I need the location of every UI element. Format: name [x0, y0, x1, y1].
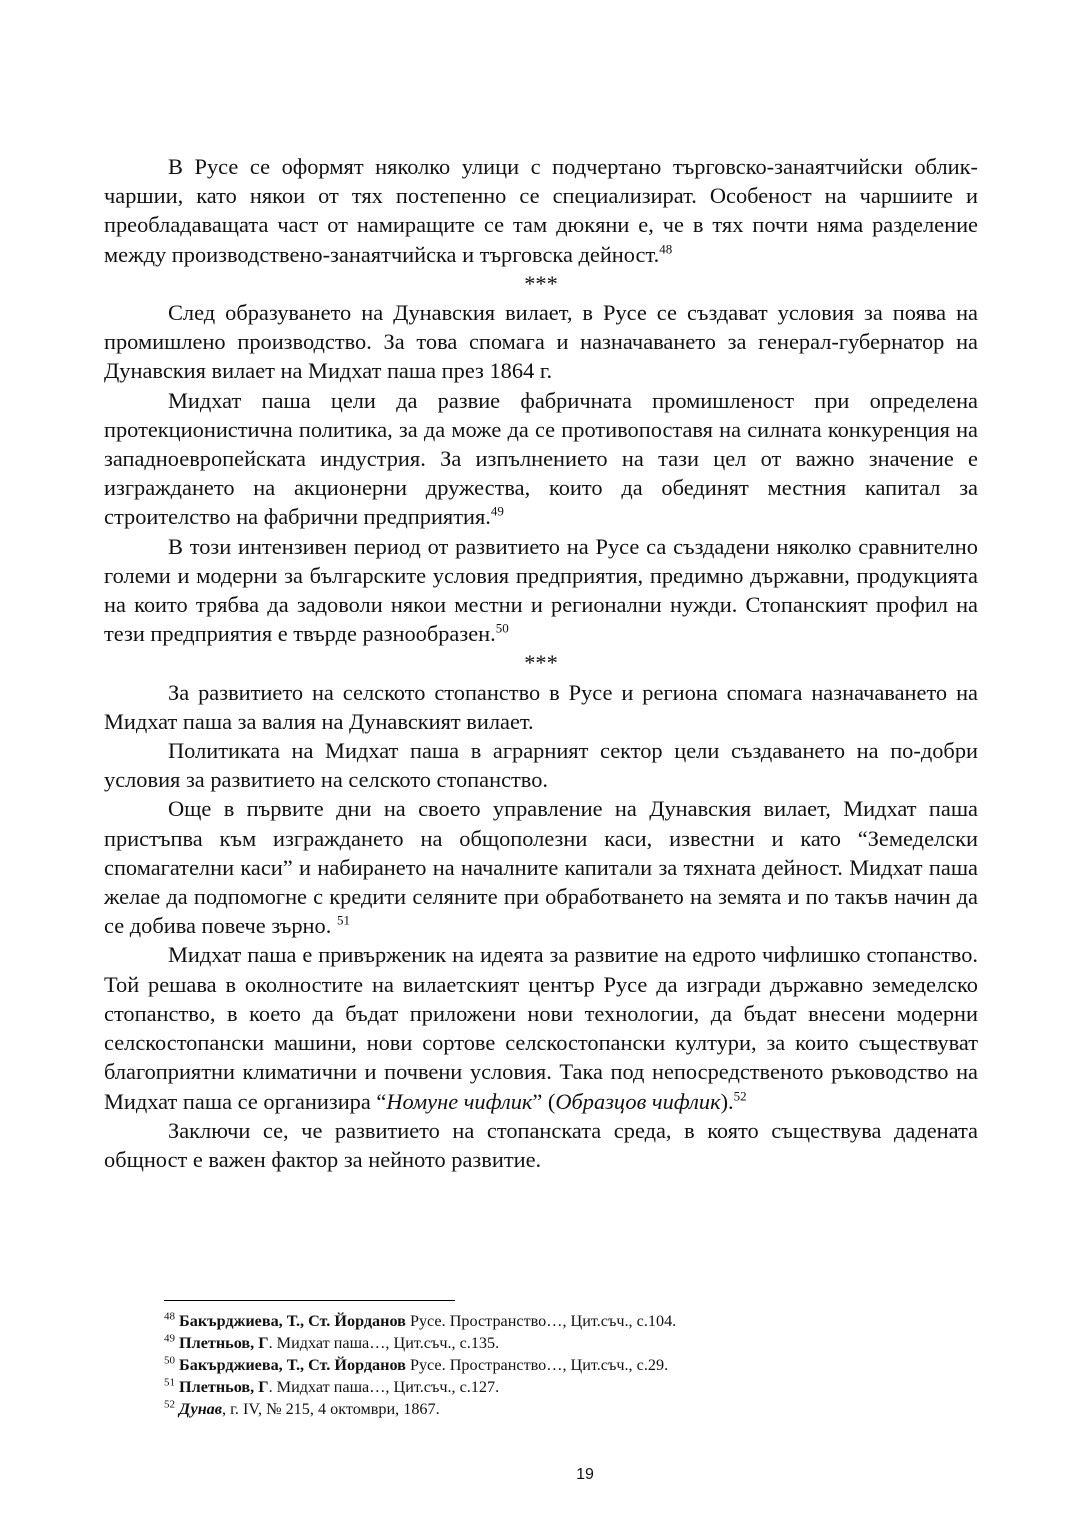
footnote-ref-49: 49	[490, 503, 504, 519]
footnote-50: $^{50}$ Бакърджиева, Т., Ст. Йорданов Русе. Пространство…, Цит.съч., с.29.	[164, 1354, 669, 1374]
paragraph-5: За развитието на селското стопанство в Русе и региона спомага назначаването на Мидхат паша за валия на Дунавският вилает.	[104, 679, 978, 734]
footnote-separator	[164, 1300, 455, 1301]
footnote-49: $^{49}$ Плетньов, Г. Мидхат паша…, Цит.съч., с.135.	[164, 1332, 500, 1352]
paragraph-6: Политиката на Мидхат паша в аграрният сектор цели създаването на по-добри условия за развитието на селското стопанство.	[104, 738, 978, 793]
footnote-52: $^{52}$ Дунав, г. IV, № 215, 4 октомври, 1867.	[164, 1398, 440, 1418]
footnote-ref-48: 48	[659, 241, 673, 257]
footnotes	[164, 1310, 964, 1420]
footnote-ref-51: 51	[336, 912, 350, 928]
section-divider: ***	[524, 270, 558, 296]
paragraph-8: Мидхат паша е привърженик на идеята за развитие на едрото чифлишко стопанство. Той решава в околностите на вилаетският център Русе да изгради държавно земеделско стопанство, в което да бъдат приложени нови технологии, да бъдат внесени модерни селскостопански машини, нови сортове селскостопански култури, за които съществуват благоприятни климатични и почвени условия. Така под непосредственото ръководство на Мидхат паша се организира “Номуне чифлик” (Образцов чифлик).$^{52}$	[104, 942, 978, 1114]
page-number: 19	[576, 1466, 594, 1483]
paragraph-1: В Русе се оформят няколко улици с подчертано търговско-занаятчийски облик-чаршии, като някои от тях постепенно се специализират. Особеност на чаршиите и преобладаващата част от намиращите се там дюкяни е, че в тях почти няма разделение между производствено-занаятчийска и търговска дейност.$^{48}$	[104, 154, 978, 267]
footnote-48: $^{48}$ Бакърджиева, Т., Ст. Йорданов Русе. Пространство…, Цит.съч., с.104.	[164, 1310, 677, 1330]
footnote-51: $^{51}$ Плетньов, Г. Мидхат паша…, Цит.съч., с.127.	[164, 1376, 500, 1396]
section-divider: ***	[524, 650, 558, 676]
main-text	[104, 152, 978, 1174]
paragraph-4: В този интензивен период от развитието на Русе са създадени няколко сравнително големи и модерни за българските условия предприятия, предимно държавни, продукцията на които трябва да задоволи някои местни и регионални нужди. Стопанският профил на тези предприятия е твърде разнообразен.$^{50}$	[104, 533, 978, 647]
paragraph-3: Мидхат паша цели да развие фабричната промишленост при определена протекционистична политика, за да може да се противопоставя на силната конкуренция на западноевропейската индустрия. За изпълнението на тази цел от важно значение е изграждането на акционерни дружества, които да обединят местния капитал за строителство на фабрични предприятия.$^{49}$	[104, 387, 978, 530]
paragraph-2: След образуването на Дунавския вилает, в Русе се създават условия за поява на промишлено производство. За това спомага и назначаването за генерал-губернатор на Дунавския вилает на Мидхат паша през 1864 г.	[104, 300, 978, 384]
paragraph-9: Заключи се, че развитието на стопанската среда, в която съществува дадената общност е важен фактор за нейното развитие.	[104, 1117, 978, 1172]
footnote-ref-52: 52	[733, 1088, 747, 1104]
footnote-ref-50: 50	[495, 620, 509, 636]
paragraph-7: Още в първите дни на своето управление на Дунавския вилает, Мидхат паша пристъпва към изграждането на общополезни каси, известни и като “Земеделски спомагателни каси” и набирането на началните капитали за тяхната дейност. Мидхат паша желае да подпомогне с кредити селяните при обработването на земята и по такъв начин да се добива повече зърно. $^{51}$	[104, 796, 978, 939]
